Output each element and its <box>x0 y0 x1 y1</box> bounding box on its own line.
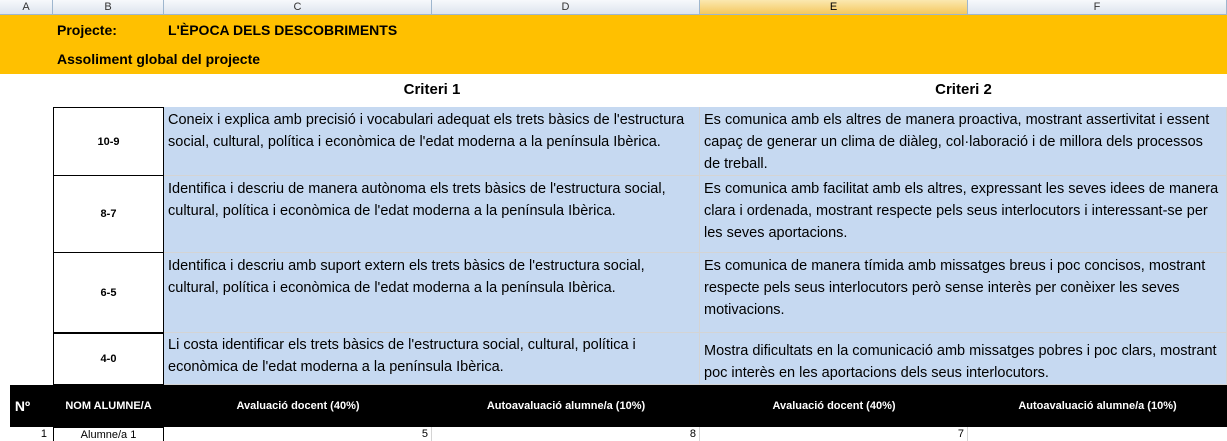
col-header-f[interactable]: F <box>968 0 1227 15</box>
col-header-c[interactable]: C <box>164 0 432 15</box>
criteria-1-description[interactable]: Coneix i explica amb precisió i vocabulari adequat els trets bàsics de l'estructura social, cultural, política i econòmica de l'edat moderna a la península Ibèrica. <box>164 107 700 176</box>
criteria-2-description[interactable]: Es comunica de manera tímida amb missatges breus i poc concisos, mostrant respecte pels seus interlocutors però sense interès per conèixer les seves motivacions. <box>700 253 1227 333</box>
level-label: 10-9 <box>53 107 164 176</box>
criteria-1-description[interactable]: Identifica i descriu amb suport extern els trets bàsics de l'estructura social, cultural, política i econòmica de l'edat moderna a la península Ibèrica. <box>164 253 700 333</box>
col-c1-self-header: Autoavaluació alumne/a (10%) <box>486 400 646 412</box>
criteria-1-description[interactable]: Identifica i descriu de manera autònoma els trets bàsics de l'estructura social, cultural, política i econòmica de l'edat moderna a la península Ibèrica. <box>164 176 700 253</box>
col-c2-teacher-header: Avaluació docent (40%) <box>772 400 896 412</box>
c1-self-score-cell[interactable]: 8 <box>432 427 700 441</box>
criteria-2-description[interactable]: Es comunica amb facilitat amb els altres, expressant les seves idees de manera clara i ordenada, mostrant respecte pels seus interlocutors i interessant-se per les seves aportacions. <box>700 176 1227 253</box>
row-number[interactable]: 1 <box>40 428 47 440</box>
level-label: 4-0 <box>53 333 164 385</box>
criteria-2-description[interactable]: Mostra dificultats en la comunicació amb missatges pobres i poc clars, mostrant poc interès en les aportacions dels seus interlocutors. <box>700 333 1227 385</box>
c2-teacher-score-cell[interactable]: 7 <box>700 427 968 441</box>
project-subtitle: Assoliment global del projecte <box>57 51 261 67</box>
student-name-cell[interactable]: Alumne/a 1 <box>53 427 164 441</box>
criteria-2-description[interactable]: Es comunica amb els altres de manera proactiva, mostrant assertivitat i essent capaç de generar un clima de diàleg, col·laboració i de millora dels processos de treball. <box>700 107 1227 176</box>
project-label: Projecte: <box>57 22 117 38</box>
project-title: L'ÈPOCA DELS DESCOBRIMENTS <box>168 22 398 38</box>
col-name-header: NOM ALUMNE/A <box>65 400 152 412</box>
col-num-header: Nº <box>14 398 31 414</box>
criteria-1-header: Criteri 1 <box>403 81 461 98</box>
c1-teacher-score-cell[interactable]: 5 <box>164 427 432 441</box>
col-header-b[interactable]: B <box>53 0 164 15</box>
criteria-1-description[interactable]: Li costa identificar els trets bàsics de l'estructura social, cultural, política i econòmica de l'edat moderna a la península Ibèrica. <box>164 333 700 385</box>
col-c1-teacher-header: Avaluació docent (40%) <box>236 400 360 412</box>
level-label: 6-5 <box>53 253 164 333</box>
col-header-a[interactable]: A <box>0 0 53 15</box>
col-header-e[interactable]: E <box>700 0 968 15</box>
col-header-d[interactable]: D <box>432 0 700 15</box>
col-c2-self-header: Autoavaluació alumne/a (10%) <box>1018 400 1177 412</box>
c2-self-score-cell[interactable] <box>968 427 1227 441</box>
level-label: 8-7 <box>53 176 164 253</box>
criteria-2-header: Criteri 2 <box>935 81 992 98</box>
